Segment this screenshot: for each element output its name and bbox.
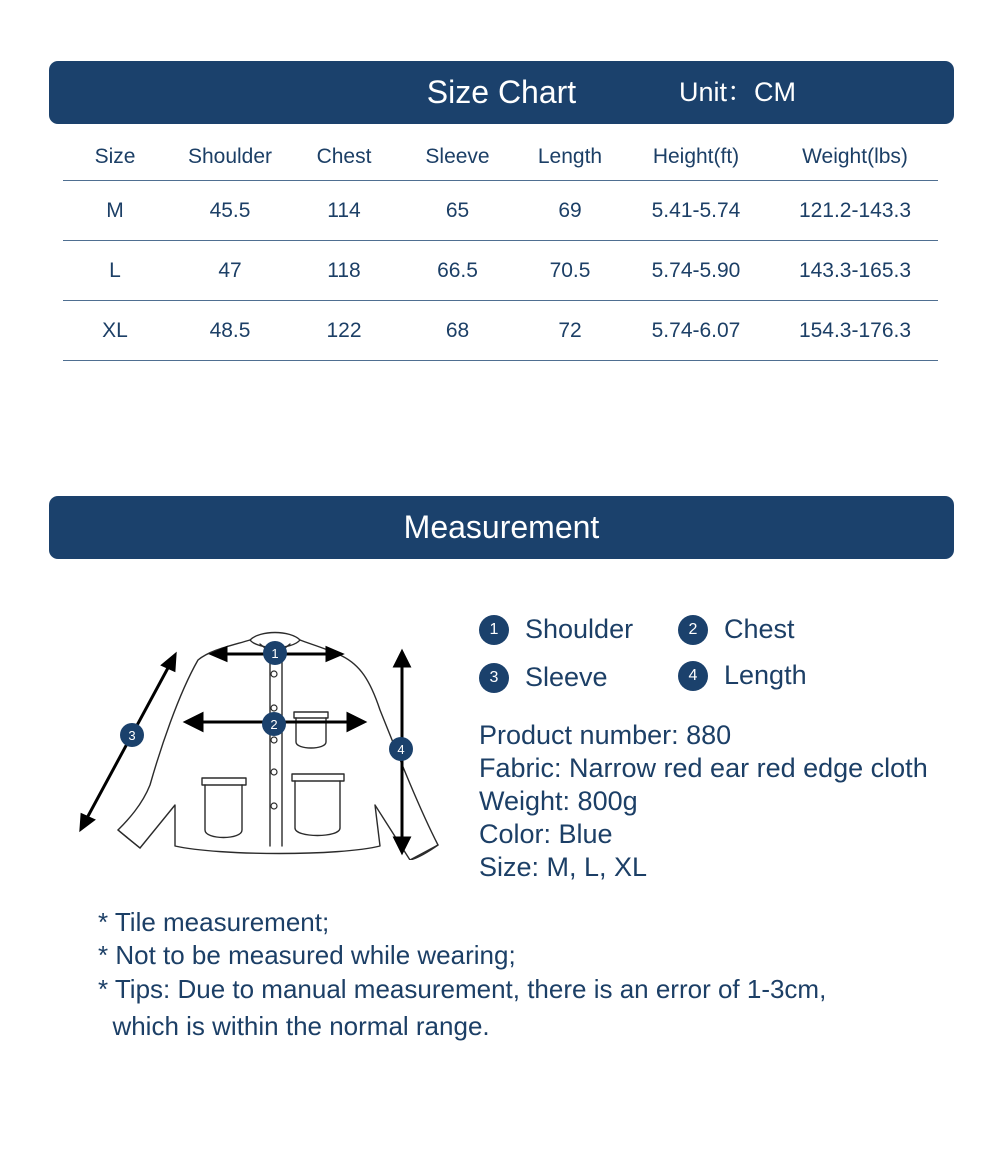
note-not-wearing: * Not to be measured while wearing;: [98, 940, 516, 970]
table-cell: 5.74-5.90: [651, 258, 741, 282]
marker-1: 1: [271, 646, 279, 661]
table-row: [63, 241, 938, 301]
note-tips: * Tips: Due to manual measurement, there is an error of 1-3cm,: [98, 974, 827, 1004]
measurement-title: Measurement: [403, 509, 600, 545]
column-header: Size: [94, 144, 136, 168]
spec-fabric: Fabric: Narrow red ear red edge cloth: [479, 753, 928, 783]
spec-size: Size: M, L, XL: [479, 852, 648, 882]
spec-product-number: Product number: 880: [479, 720, 732, 750]
legend-label: Shoulder: [525, 614, 634, 644]
marker-3: 3: [128, 728, 136, 743]
spec-color: Color: Blue: [479, 819, 613, 849]
table-cell: 143.3-165.3: [798, 258, 912, 282]
table-cell: 70.5: [549, 258, 591, 282]
legend-item-shoulder: [479, 614, 633, 645]
table-cell: 121.2-143.3: [798, 198, 912, 222]
legend-item-length: [678, 660, 807, 691]
column-header: Sleeve: [425, 144, 490, 168]
size-table: [63, 133, 938, 361]
table-cell: 72: [558, 318, 582, 342]
unit-label: Unit：CM: [679, 77, 797, 107]
table-cell: 69: [558, 198, 582, 222]
size-chart-title: Size Chart: [426, 74, 577, 110]
number-badge-icon: 4: [678, 661, 708, 691]
number-badge-icon: 3: [479, 663, 509, 693]
note-tips-continued: which is within the normal range.: [98, 1011, 490, 1041]
table-cell: 47: [218, 258, 242, 282]
marker-4: 4: [397, 742, 405, 757]
legend-label: Chest: [724, 614, 795, 644]
table-cell: M: [106, 198, 124, 222]
table-cell: 5.74-6.07: [651, 318, 741, 342]
column-header: Weight(lbs): [802, 144, 908, 168]
jacket-outline-icon: [70, 610, 450, 860]
table-cell: 118: [327, 258, 361, 282]
table-header-row: [63, 133, 938, 181]
column-header: Chest: [316, 144, 372, 168]
diagram-markers: [120, 641, 413, 761]
table-cell: L: [109, 258, 121, 282]
table-cell: 45.5: [209, 198, 251, 222]
table-cell: 154.3-176.3: [798, 318, 912, 342]
table-cell: 48.5: [209, 318, 251, 342]
size-chart-banner: [49, 61, 954, 124]
measurement-arrows: [81, 648, 409, 852]
legend-item-sleeve: [479, 662, 608, 693]
table-row: [63, 181, 938, 241]
legend-label: Sleeve: [525, 662, 608, 692]
jacket-buttons: [271, 671, 277, 809]
table-row: [63, 301, 938, 361]
column-header: Height(ft): [652, 144, 740, 168]
note-tile-measurement: * Tile measurement;: [98, 907, 330, 937]
column-header: Length: [537, 144, 603, 168]
number-badge-icon: 2: [678, 615, 708, 645]
table-cell: 114: [327, 198, 361, 222]
table-cell: 65: [445, 198, 470, 222]
table-cell: 66.5: [437, 258, 478, 282]
legend-label: Length: [724, 660, 807, 690]
marker-2: 2: [270, 717, 278, 732]
table-cell: 5.41-5.74: [651, 198, 741, 222]
table-cell: 122: [326, 318, 362, 342]
number-badge-icon: 1: [479, 615, 509, 645]
table-cell: 68: [445, 318, 470, 342]
measurement-banner: [49, 496, 954, 559]
table-cell: XL: [102, 318, 128, 342]
legend-item-chest: [678, 614, 795, 645]
column-header: Shoulder: [187, 144, 273, 168]
spec-weight: Weight: 800g: [479, 786, 638, 816]
